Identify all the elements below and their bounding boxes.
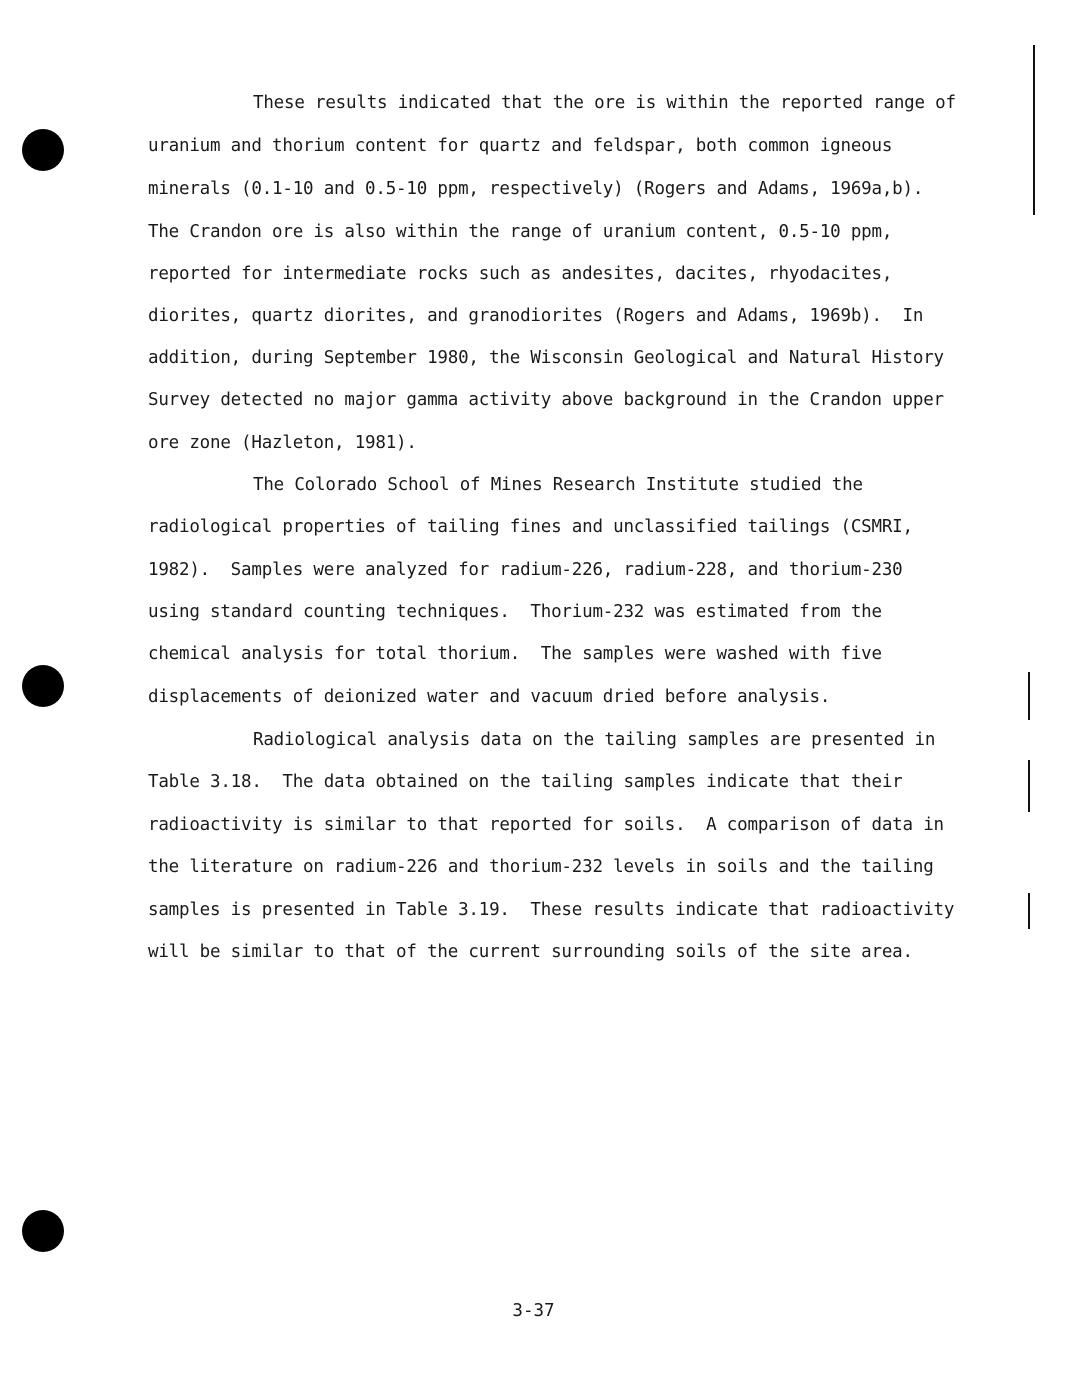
change-bar — [1028, 760, 1030, 812]
text-line: The Colorado School of Mines Research Institute studied the — [253, 475, 863, 495]
page-number: 3-37 — [512, 1301, 555, 1321]
text-line: radioactivity is similar to that reported for soils. A comparison of data in — [148, 815, 944, 835]
text-line: minerals (0.1-10 and 0.5-10 ppm, respectively) (Rogers and Adams, 1969a,b). — [148, 179, 924, 199]
text-line: uranium and thorium content for quartz and feldspar, both common igneous — [148, 136, 893, 156]
change-bar — [1033, 45, 1035, 215]
text-line: These results indicated that the ore is within the reported range of — [253, 93, 956, 113]
punch-hole-middle — [22, 665, 64, 707]
punch-hole-bottom — [22, 1210, 64, 1252]
text-line: radiological properties of tailing fines and unclassified tailings (CSMRI, — [148, 517, 913, 537]
text-line: the literature on radium-226 and thorium-232 levels in soils and the tailing — [148, 857, 934, 877]
text-line: Radiological analysis data on the tailing samples are presented in — [253, 730, 936, 750]
text-line: addition, during September 1980, the Wisconsin Geological and Natural History — [148, 348, 944, 368]
text-line: displacements of deionized water and vacuum dried before analysis. — [148, 687, 831, 707]
text-line: diorites, quartz diorites, and granodiorites (Rogers and Adams, 1969b). In — [148, 306, 924, 326]
text-line: using standard counting techniques. Thorium-232 was estimated from the — [148, 602, 882, 622]
text-line: Table 3.18. The data obtained on the tailing samples indicate that their — [148, 772, 903, 792]
text-line: samples is presented in Table 3.19. These results indicate that radioactivity — [148, 900, 955, 920]
change-bar — [1028, 893, 1030, 929]
text-line: Survey detected no major gamma activity above background in the Crandon upper — [148, 390, 944, 410]
text-line: reported for intermediate rocks such as andesites, dacites, rhyodacites, — [148, 264, 893, 284]
text-line: The Crandon ore is also within the range of uranium content, 0.5-10 ppm, — [148, 222, 893, 242]
text-line: chemical analysis for total thorium. The samples were washed with five — [148, 644, 882, 664]
change-bar — [1028, 672, 1030, 720]
text-line: will be similar to that of the current surrounding soils of the site area. — [148, 942, 913, 962]
text-line: 1982). Samples were analyzed for radium-226, radium-228, and thorium-230 — [148, 560, 903, 580]
punch-hole-top — [22, 129, 64, 171]
text-line: ore zone (Hazleton, 1981). — [148, 433, 417, 453]
